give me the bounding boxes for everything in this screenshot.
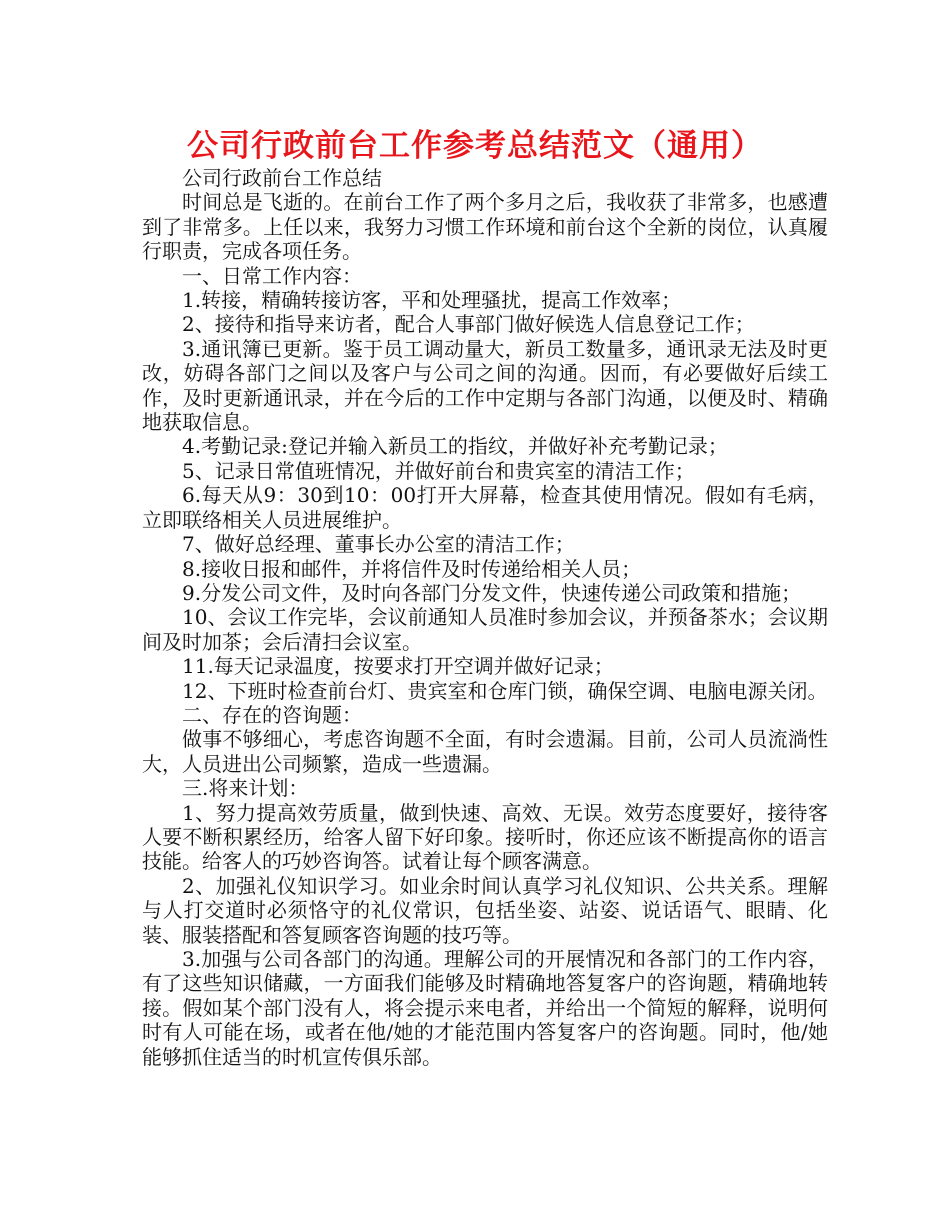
document-title: 公司行政前台工作参考总结范文（通用） <box>187 128 763 164</box>
paragraph: 1、努力提高效劳质量，做到快速、高效、无误。效劳态度要好，接待客人要不断积累经历，给客人留下好印象。接听时，你还应该不断提高你的语言技能。给客人的巧妙咨询答。试着让每个顾客满意。 <box>142 800 828 874</box>
paragraph: 10、会议工作完毕，会议前通知人员准时参加会议，并预备茶水；会议期间及时加茶；会后清扫会议室。 <box>142 605 828 654</box>
paragraph: 9.分发公司文件，及时向各部门分发文件，快速传递公司政策和措施； <box>182 580 802 605</box>
paragraph: 1.转接，精确转接访客，平和处理骚扰，提高工作效率； <box>182 288 682 313</box>
paragraph: 7、做好总经理、董事长办公室的清洁工作； <box>182 532 575 557</box>
paragraph: 3.通讯簿已更新。鉴于员工调动量大，新员工数量多，通讯录无法及时更改，妨碍各部门之间以及客户与公司之间的沟通。因而，有必要做好后续工作，及时更新通讯录，并在今后的工作中定期与各部门沟通，以便及时、精确地获取信息。 <box>142 336 828 435</box>
paragraph: 6.每天从9：30到10：00打开大屏幕，检查其使用情况。假如有毛病，立即联络相关人员进展维护。 <box>142 483 828 532</box>
paragraph: 2、接待和指导来访者，配合人事部门做好候选人信息登记工作； <box>182 312 755 337</box>
paragraph: 3.加强与公司各部门的沟通。理解公司的开展情况和各部门的工作内容，有了这些知识储藏，一方面我们能够及时精确地答复客户的咨询题，精确地转接。假如某个部门没有人，将会提示来电者，并给出一个简短的解释，说明何时有人可能在场，或者在他/她的才能范围内答复客户的咨询题。同时，他/她能够抓住适当的时机宣传俱乐部。 <box>142 947 828 1069</box>
paragraph: 二、存在的咨询题： <box>182 702 362 727</box>
paragraph: 2、加强礼仪知识学习。如业余时间认真学习礼仪知识、公共关系。理解与人打交道时必须恪守的礼仪常识，包括坐姿、站姿、说话语气、眼睛、化装、服装搭配和答复顾客咨询题的技巧等。 <box>142 873 828 947</box>
paragraph: 时间总是飞逝的。在前台工作了两个多月之后，我收获了非常多，也感遭到了非常多。上任以来，我努力习惯工作环境和前台这个全新的岗位，认真履行职责，完成各项任务。 <box>142 190 828 264</box>
paragraph: 11.每天记录温度，按要求打开空调并做好记录； <box>182 654 614 679</box>
paragraph: 12、下班时检查前台灯、贵宾室和仓库门锁，确保空调、电脑电源关闭。 <box>182 678 828 703</box>
paragraph: 做事不够细心，考虑咨询题不全面，有时会遗漏。目前，公司人员流淌性大，人员进出公司频繁，造成一些遗漏。 <box>142 727 828 776</box>
paragraph: 5、记录日常值班情况，并做好前台和贵宾室的清洁工作； <box>182 458 695 483</box>
paragraph: 8.接收日报和邮件，并将信件及时传递给相关人员； <box>182 556 642 581</box>
paragraph: 公司行政前台工作总结 <box>182 166 382 190</box>
document-body <box>142 166 828 1069</box>
paragraph: 4.考勤记录:登记并输入新员工的指纹，并做好补充考勤记录； <box>182 434 728 459</box>
paragraph: 一、日常工作内容： <box>182 263 362 288</box>
paragraph: 三.将来计划： <box>182 776 309 801</box>
